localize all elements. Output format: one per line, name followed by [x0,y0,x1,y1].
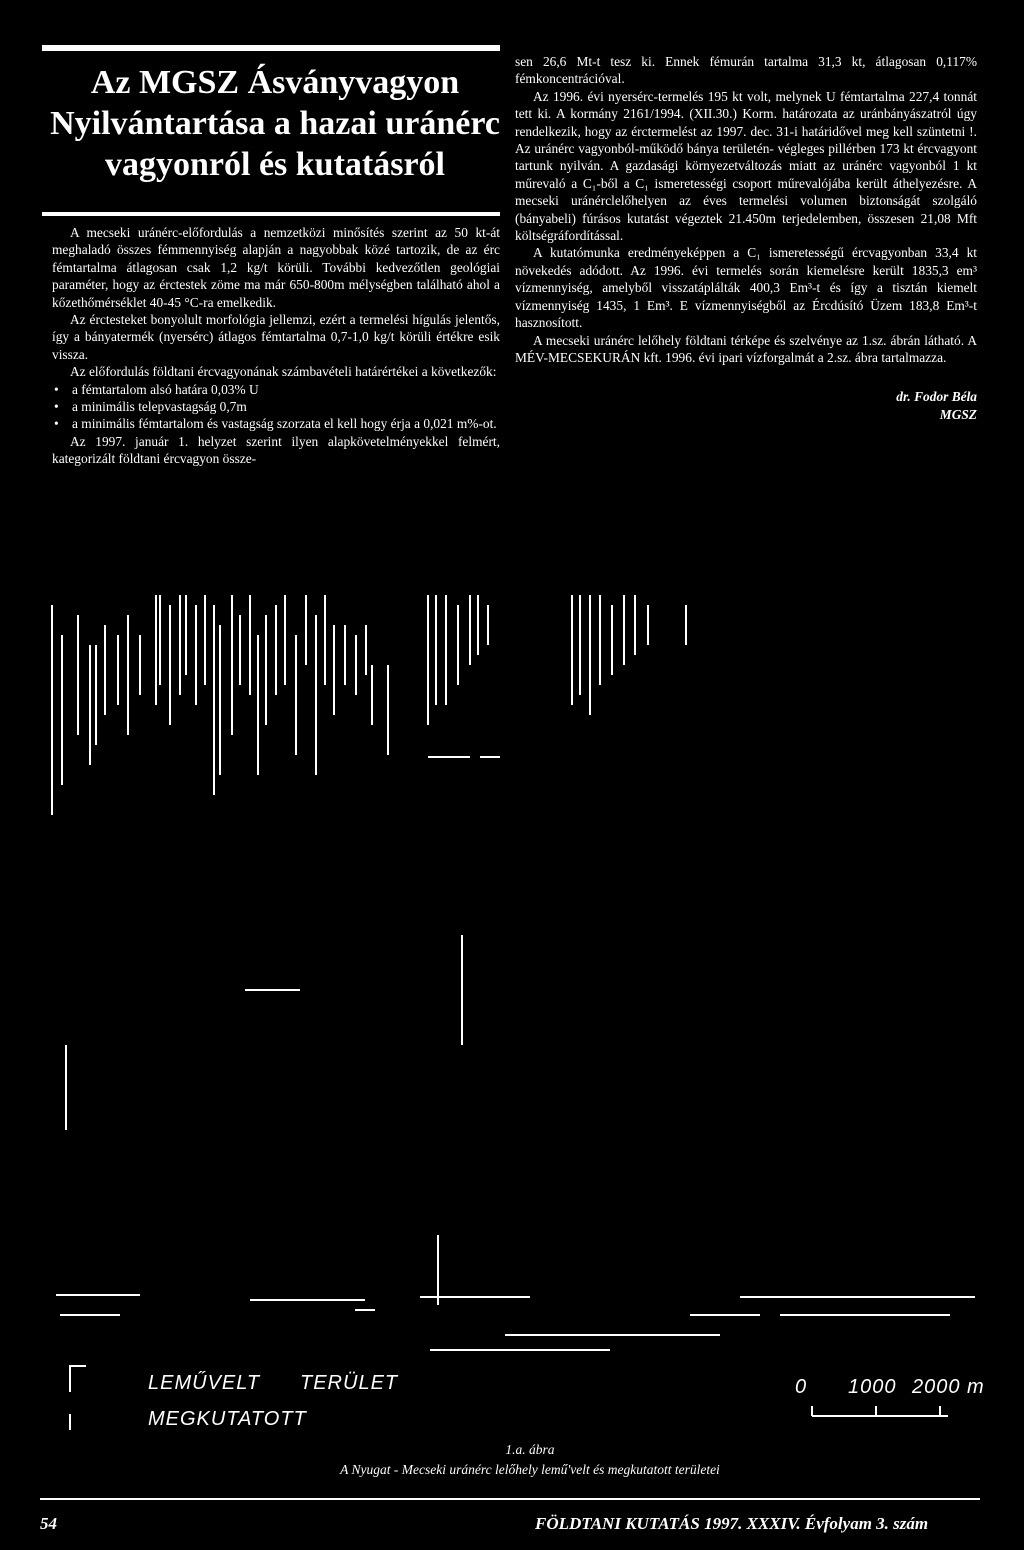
author-name: dr. Fodor Béla [896,389,977,405]
author-org: MGSZ [939,406,977,422]
left-column [52,224,500,468]
legend-symbols [58,1362,98,1432]
threshold-item: • a minimális telepvastagság 0,7m [52,398,500,415]
right-paragraph: sen 26,6 Mt-t tesz ki. Ennek fémurán tartalma 31,3 kt, átlagosan 0,117% fémkoncentrációval. [515,54,977,87]
legend-worked-label: LEMŰVELT [148,1372,261,1394]
figure-caption: A Nyugat - Mecseki uránérc lelőhely lemű'velt és megkutatott területei [340,1462,720,1477]
scale-label-0: 0 [795,1376,808,1398]
footer-rule [40,1498,980,1500]
left-paragraph: A mecseki uránérc-előfordulás a nemzetközi minősítés szerint az 50 kt-át meghaladó összes fémmennyiség alapján a nagyobbak közé tartozik, de az érc fémtartalma átlagosan csak 1,2 kg/t körüli. További kedvezőtlen geológiai paraméter, hogy az érctestek zöme ma már 650-800m mélységben található ahol a kőzethőmérséklet 40-45 °C-ra emelkedik. [52,225,500,310]
threshold-list [52,381,500,433]
right-paragraph: Az 1996. évi nyersérc-termelés 195 kt volt, melynek U fémtartalma 227,4 tonnát tett ki. A kormány 2161/1994. (XII.30.) Korm. határozata az uránbányászatról úgy rendelkezik, hogy az érctermelést az 1997. dec. 31-i határidővel meg kell szüntetni !. Az uránérc vagyonból-működő bánya területén- végleges pillérben 173 kt ércvagyont tartunk nyilván. A gazdasági környezetváltozás miatt az uránérc vagyonból 1 kt műrevaló a C₁-ből a C₁ ismeretességi csoport műrevalójába került áthelyezésre. A mecseki uránérclelőhelyen az éves termelési volumen biztonságát szolgáló (bányabeli) fúrásos kutatást végeztek 21.450m terjedelemben, összesen 21,08 Mft költségráfordítással. [515,88,977,244]
legend-explored-label: MEGKUTATOTT [148,1408,307,1430]
right-column [515,53,977,423]
left-paragraph: Az érctesteket bonyolult morfológia jellemzi, ezért a termelési hígulás jelentős, így a bányatermék (nyersérc) átlagos fémtartalma 0,7-1,0 kg/t körüli értékre esik vissza. [52,312,500,362]
scale-label-2000: 2000 m [912,1376,985,1398]
article-title: Az MGSZ Ásványvagyon Nyilvántartása a hazai uránérc vagyonról és kutatásról [50,64,500,183]
left-closing-paragraph: Az 1997. január 1. helyzet szerint ilyen alapkövetelményekkel felmért, kategorizált földtani ércvagyon össze- [52,433,500,467]
right-paragraph: A kutatómunka eredményeképpen a C₁ ismeretességű ércvagyonban 33,4 kt növekedés adódott. Az 1996. évi termelés során kiemelésre került 1835,3 em³ vízmennyiség, amelyből visszatáplálták 400,3 Em³-t és így a tisztán kiemelt vízmennyiség 1435, 1 Em³. E vízmennyiségből az Ércdúsító Üzem 183,8 Em³-t hasznosított. [515,245,977,331]
right-paragraph: A mecseki uránérc lelőhely földtani térképe és szelvénye az 1.sz. ábrán látható. A MÉV-MECSEKURÁN kft. 1996. évi ipari vízforgalmát a 2.sz. ábra tartalmazza. [515,332,977,365]
deposit-map [0,575,1024,1355]
scale-label-1000: 1000 [848,1376,897,1398]
scale-bar [808,1400,958,1424]
page-number: 54 [40,1514,57,1533]
title-top-rule [42,45,500,51]
title-bottom-rule [42,212,500,216]
legend-area-label: TERÜLET [300,1372,399,1394]
figure-number: 1.a. ábra [505,1442,555,1457]
left-paragraph: Az előfordulás földtani ércvagyonának számbavételi határértékei a következők: [70,364,497,380]
journal-name: FÖLDTANI KUTATÁS 1997. XXXIV. Évfolyam 3. szám [535,1514,929,1533]
threshold-item: • a fémtartalom alsó határa 0,03% U [52,381,500,398]
threshold-item: • a minimális fémtartalom és vastagság szorzata el kell hogy érja a 0,021 m%-ot. [52,415,500,432]
